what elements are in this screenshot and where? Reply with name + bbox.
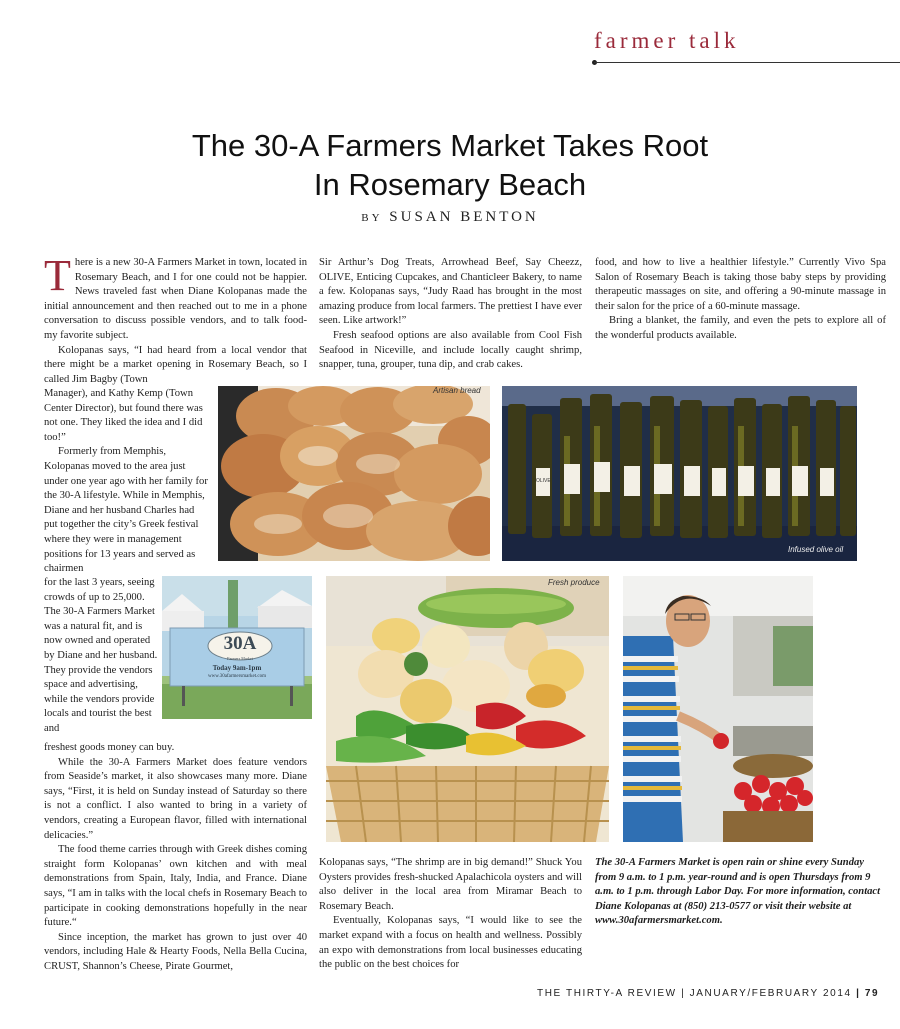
footer-issue: JANUARY/FEBRUARY 2014 xyxy=(689,988,852,999)
olive-oil-photo xyxy=(502,386,857,561)
paragraph: Fresh seafood options are also available from Cool Fish Seafood in Niceville, and include locally caught shrimp, snapper, tuna, grouper, tuna dip, and crab cakes. xyxy=(319,329,582,371)
page-footer xyxy=(537,988,879,999)
column-1-bottom xyxy=(44,741,307,975)
byline-prefix: BY xyxy=(361,212,383,224)
bread-illustration xyxy=(218,386,490,561)
section-title: farmer talk xyxy=(594,28,740,53)
column-3-top xyxy=(595,256,886,344)
headline-line-1: The 30-A Farmers Market Takes Root xyxy=(191,128,709,163)
paragraph: Manager), and Kathy Kemp (Town Center Director), but found there was not one. They liked the idea and I did too!” xyxy=(44,388,203,443)
produce-illustration xyxy=(326,576,609,842)
footer-separator: | xyxy=(681,988,686,999)
paragraph: freshest goods money can buy. xyxy=(44,742,175,753)
paragraph: Sir Arthur’s Dog Treats, Arrowhead Beef, Say Cheezz, OLIVE, Enticing Cupcakes, and Chanticleer Bakery, to name a few. Kolopanas says, “Judy Raad has brought in the most amazing produce from local farmers. The prettiest I have ever seen. Like artwork!” xyxy=(319,257,582,327)
paragraph-text: here is a new 30-A Farmers Market in town, located in Rosemary Beach, and I for one could not be happier. News traveled fast when Diane Kolopanas made the initial announcement and then reached out to me in a phone conversation to discuss possible vendors, and to talk food- my favorite subject. xyxy=(44,257,307,341)
sign-title: 30A xyxy=(223,633,257,654)
headline-line-2: In Rosemary Beach xyxy=(313,167,587,202)
caption-olive-oil: Infused olive oil xyxy=(788,545,844,554)
paragraph: While the 30-A Farmers Market does feature vendors from Seaside’s market, it also showcases many more. Diane says, “First, it is held on Sunday instead of Saturday so there is not a conflict. I also wanted to bring in a variety of vendors, creating a European flavor, filled with international delicacies.” xyxy=(44,756,307,841)
paragraph: Since inception, the market has grown to just over 40 vendors, including Hale & Hearty Foods, Nella Bella Cucina, CRUST, Shannon’s Cheese, Pirate Gourmet, xyxy=(44,931,307,972)
paragraph: Eventually, Kolopanas says, “I would like to see the market expand with a focus on health and wellness. Possibly an expo with demonstrations from local businesses educating the public on the best choices for xyxy=(319,915,582,971)
column-1-narrower xyxy=(44,576,158,737)
paragraph: The food theme carries through with Greek dishes coming straight form Kolopanas’ own kitchen and with meal demonstrations from Spain, Italy, India, and France. Diane says, “I am in talks with the local chefs in Rosemary Beach to participate in cooking demonstrations hopefully in the near future.“ xyxy=(44,844,307,929)
column-2-bottom xyxy=(319,856,582,973)
vendor-illustration xyxy=(623,576,813,842)
paragraph: Formerly from Memphis, Kolopanas moved to the area just under one year ago with her family for the 30-A lifestyle. While in Memphis, Diane and her husband Charles had put together the city’s Greek festival where they were in management positions for 13 years and served as chairmen xyxy=(44,446,208,575)
byline xyxy=(0,209,900,226)
caption-produce: Fresh produce xyxy=(548,578,600,587)
paragraph: Bring a blanket, the family, and even the pets to explore all of the wonderful products available. xyxy=(595,315,886,341)
vendor-photo xyxy=(623,576,813,842)
paragraph: Kolopanas says, “I had heard from a local vendor that there might be a market opening in Rosemary Beach, so I called Jim Bagby (Town xyxy=(44,344,307,385)
article-headline xyxy=(0,126,900,204)
produce-photo xyxy=(326,576,609,842)
olive-oil-illustration xyxy=(502,386,857,561)
sign-hours: Today 9am-1pm xyxy=(212,664,262,672)
footer-separator-2: | xyxy=(856,988,861,999)
column-1-top xyxy=(44,251,307,387)
sign-website: www.30afarmersmarket.com xyxy=(208,674,266,679)
paragraph: Kolopanas says, “The shrimp are in big demand!” Shuck You Oysters provides fresh-shucked Apalachicola oysters and will also deliver in the local area from Miramar Beach to Rosemary Beach. xyxy=(319,857,582,912)
column-1-narrow xyxy=(44,387,210,577)
page-number: 79 xyxy=(864,988,880,999)
caption-bread: Artisan bread xyxy=(433,386,481,395)
paragraph: food, and how to live a healthier lifestyle.” Currently Vivo Spa Salon of Rosemary Beach is taking those baby steps by providing therapeutic massages on site, and offering a 90-minute massage in their salon for the price of a 60-minute massage. xyxy=(595,257,886,312)
sign-subtitle: Farmers Market xyxy=(227,656,253,661)
olive-bottle-label: OLIVE xyxy=(536,478,551,484)
paragraph xyxy=(44,251,307,344)
paragraph: for the last 3 years, seeing crowds of up to 25,000. The 30-A Farmers Market was a natural fit, and is now owned and operated by Diane and her husband. They provide the vendors space and advertising, while the vendors provide locals and tourist the best and xyxy=(44,577,158,734)
dropcap: T xyxy=(44,251,71,300)
market-info-box: The 30-A Farmers Market is open rain or shine every Sunday from 9 a.m. to 1 p.m. year-round and is open Thursdays from 9 a.m. to 1 p.m. through Labor Day. For more information, contact Diane Kolopanas at (850) 213-0577 or visit their website at www.30afarmersmarket.com. xyxy=(595,857,881,927)
section-rule xyxy=(594,62,900,63)
byline-author: SUSAN BENTON xyxy=(389,209,539,225)
bread-photo xyxy=(218,386,490,561)
column-2-top xyxy=(319,256,582,373)
footer-publication: THE THIRTY-A REVIEW xyxy=(537,988,677,999)
market-sign-photo xyxy=(162,576,312,719)
